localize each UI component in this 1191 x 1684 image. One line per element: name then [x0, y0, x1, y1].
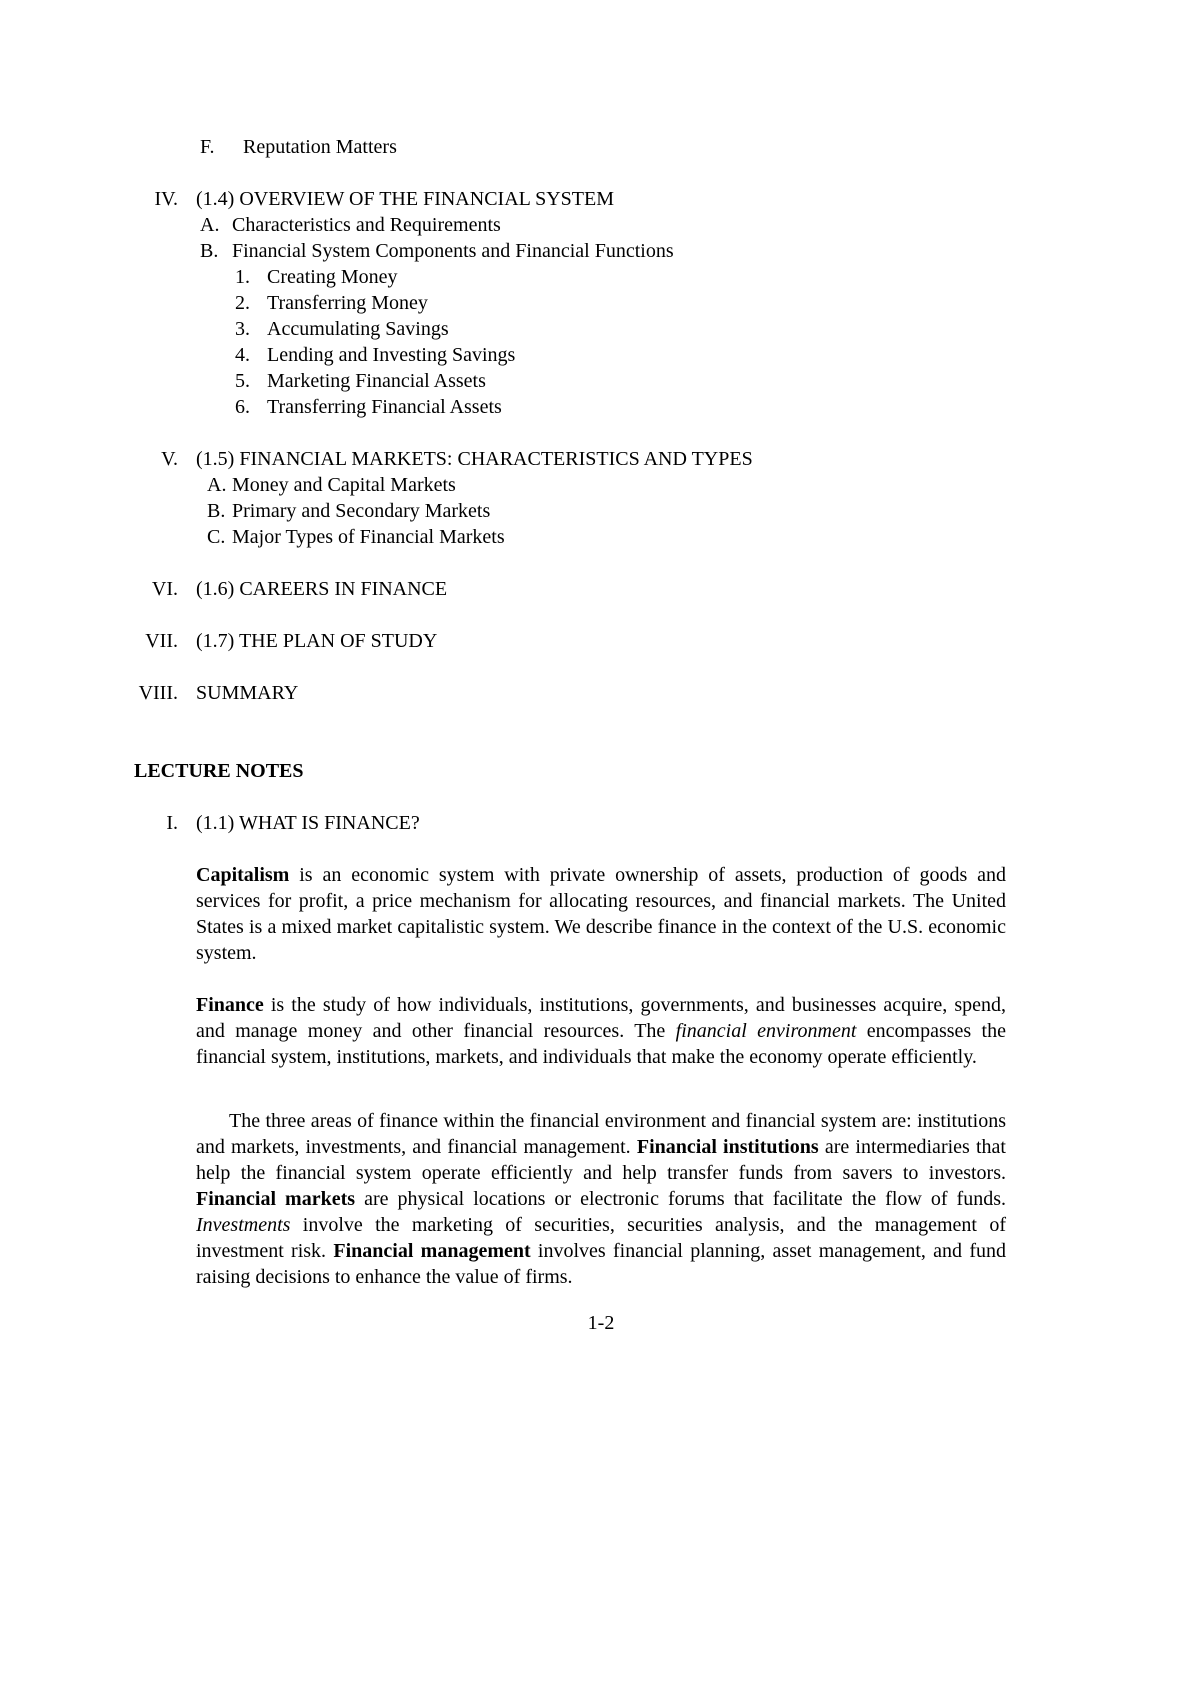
outline-item [0, 394, 1191, 420]
outline-item-label: 6. [235, 396, 250, 418]
outline-item [0, 498, 1191, 524]
outline-section-heading [0, 446, 1191, 472]
text-run: Financial markets [196, 1188, 356, 1210]
text-run: encompasses the financial system, institutions, markets, and individuals that make the economy operate efficiently. [196, 1020, 1006, 1068]
outline-item-text: Financial System Components and Financial Functions [232, 240, 674, 262]
outline-section-viii [0, 680, 1191, 706]
text-run: Capitalism [196, 864, 290, 886]
text-run: The three areas of finance within the financial environment and financial system are: institutions and markets, investments, and financial management. [196, 1110, 1006, 1158]
outline-section-vi [0, 576, 1191, 602]
outline-section-title: (1.5) FINANCIAL MARKETS: CHARACTERISTICS AND TYPES [196, 448, 753, 470]
outline-section-title: SUMMARY [196, 682, 299, 704]
paragraph-finance [196, 992, 1006, 1070]
paragraph-capitalism [196, 862, 1006, 966]
text-run: Financial institutions [636, 1136, 819, 1158]
text-run: financial environment [675, 1020, 857, 1042]
outline-item [0, 212, 1191, 238]
outline-item-label: F. [200, 136, 215, 158]
text-run: is the study of how individuals, institutions, governments, and businesses acquire, spend, and manage money and other financial resources. The [196, 994, 1006, 1042]
body-paragraphs [196, 862, 1006, 1290]
outline-section-vii [0, 628, 1191, 654]
outline-section-title: (1.4) OVERVIEW OF THE FINANCIAL SYSTEM [196, 188, 615, 210]
text-run: Financial management [333, 1240, 531, 1262]
outline-item-text: Reputation Matters [243, 136, 397, 158]
text-run: is an economic system with private ownership of assets, production of goods and services for profit, a price mechanism for allocating resources, and financial markets. The United States is a mixed market capitalistic system. We describe finance in the context of the U.S. economic system. [196, 864, 1006, 964]
lecture-section-numeral: I. [166, 812, 178, 834]
outline-section-numeral: VI. [151, 578, 178, 600]
outline-item-text: Lending and Investing Savings [267, 344, 516, 366]
text-run: involves financial planning, asset management, and fund raising decisions to enhance the value of firms. [196, 1240, 1006, 1288]
outline-item-label: A. [200, 214, 220, 236]
outline-item-label: B. [207, 500, 226, 522]
outline-item [0, 238, 1191, 264]
outline-item-label: 4. [235, 344, 250, 366]
outline-item-f [0, 134, 1191, 160]
text-run: Finance [196, 994, 264, 1016]
outline-section-v [0, 446, 1191, 550]
outline-item-label: C. [207, 526, 226, 548]
outline-section-numeral: VIII. [138, 682, 178, 704]
outline-item-text: Transferring Financial Assets [267, 396, 502, 418]
outline-section-iv [0, 186, 1191, 420]
outline-item-label: A. [207, 474, 227, 496]
outline-item-label: 2. [235, 292, 250, 314]
text-run: are physical locations or electronic forums that facilitate the flow of funds. [355, 1188, 1006, 1210]
outline-item [0, 342, 1191, 368]
outline-section-numeral: IV. [154, 188, 178, 210]
outline-item-label: 1. [235, 266, 250, 288]
outline-item-text: Accumulating Savings [267, 318, 449, 340]
outline-section-numeral: VII. [145, 630, 178, 652]
outline-section-heading [0, 186, 1191, 212]
outline-item-label: 5. [235, 370, 250, 392]
outline-section-numeral: V. [161, 448, 178, 470]
outline-item [0, 316, 1191, 342]
outline-item-text: Creating Money [267, 266, 398, 288]
outline-item-label: B. [200, 240, 219, 262]
paragraph-three-areas [196, 1108, 1006, 1290]
outline-item-label: 3. [235, 318, 250, 340]
outline-item [0, 290, 1191, 316]
text-run: are intermediaries that help the financial system operate efficiently and help transfer funds from savers to investors. [196, 1136, 1006, 1184]
outline-item-text: Money and Capital Markets [232, 474, 456, 496]
lecture-notes-heading: LECTURE NOTES [134, 760, 304, 782]
outline-section-title: (1.7) THE PLAN OF STUDY [196, 630, 438, 652]
outline-item-text: Major Types of Financial Markets [232, 526, 505, 548]
lecture-section-heading [0, 810, 1191, 836]
outline-item-text: Transferring Money [267, 292, 428, 314]
text-run: involve the marketing of securities, securities analysis, and the management of investment risk. [196, 1214, 1006, 1262]
text-run: Investments [196, 1214, 291, 1236]
outline-item [0, 472, 1191, 498]
lecture-section-title: (1.1) WHAT IS FINANCE? [196, 812, 420, 834]
outline-item [0, 264, 1191, 290]
outline-item [0, 524, 1191, 550]
outline-item [0, 368, 1191, 394]
outline-item-text: Marketing Financial Assets [267, 370, 486, 392]
outline-section-title: (1.6) CAREERS IN FINANCE [196, 578, 448, 600]
page-number: 1-2 [587, 1312, 615, 1334]
outline-item-text: Primary and Secondary Markets [232, 500, 491, 522]
outline-item-text: Characteristics and Requirements [232, 214, 501, 236]
